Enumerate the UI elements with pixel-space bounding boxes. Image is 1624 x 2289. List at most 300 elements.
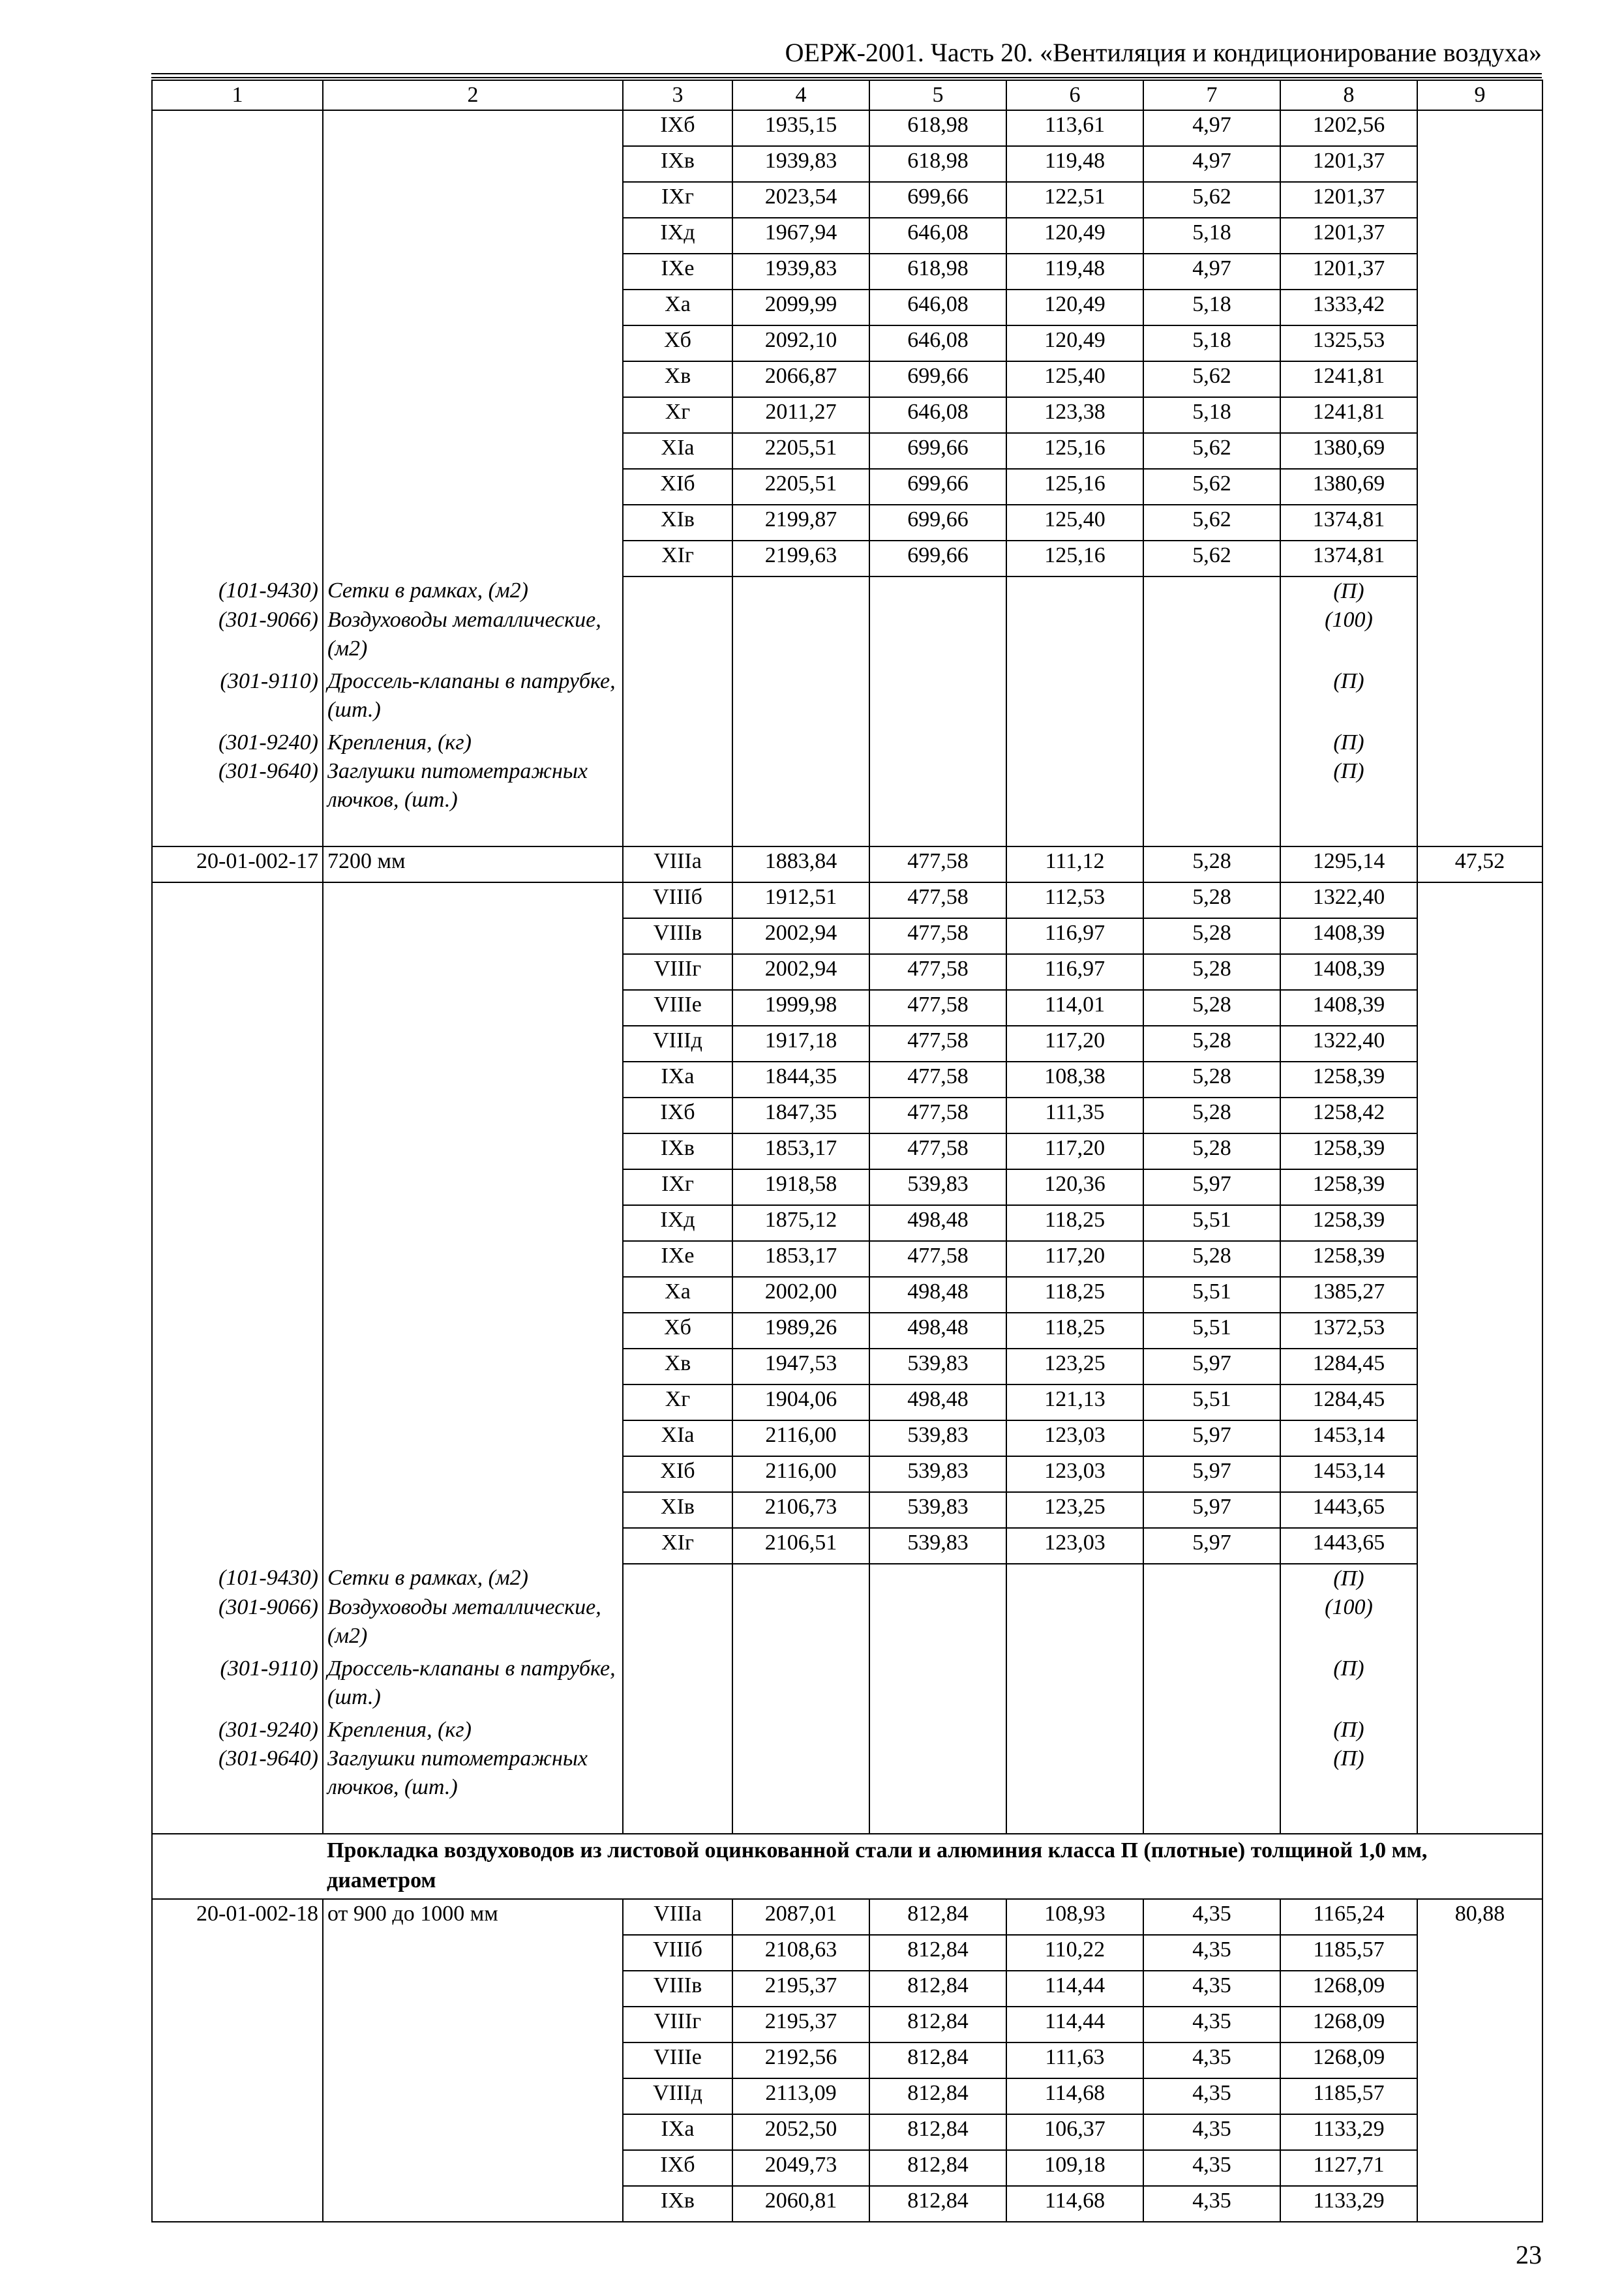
column-number: 1 (152, 80, 323, 110)
zone-cell: VIIIв (623, 918, 732, 954)
empty-cell (1006, 1593, 1143, 1654)
empty-cell (732, 1716, 869, 1744)
labor-cell (1417, 1277, 1542, 1313)
machine-cell: 114,01 (1006, 990, 1143, 1026)
machine-cell: 113,61 (1006, 110, 1143, 146)
table-row (152, 254, 1542, 290)
zone-cell: IXв (623, 146, 732, 182)
salary-cell: 539,83 (869, 1169, 1006, 1205)
labor-cell (1417, 1528, 1542, 1564)
empty-cell (1143, 576, 1280, 606)
table-row (152, 2186, 1542, 2222)
work-name (323, 1133, 623, 1169)
salary-cell: 699,66 (869, 469, 1006, 505)
zone-cell: Xа (623, 290, 732, 325)
driver-salary-cell: 4,35 (1143, 2007, 1280, 2042)
table-row (152, 2042, 1542, 2078)
rates-table (151, 80, 1543, 2222)
driver-salary-cell: 5,28 (1143, 954, 1280, 990)
work-name (323, 397, 623, 433)
resource-code: (301-9640) (152, 1744, 323, 1834)
zone-cell: IXб (623, 2150, 732, 2186)
materials-cell: 1322,40 (1280, 1026, 1417, 1062)
driver-salary-cell: 5,28 (1143, 1062, 1280, 1098)
materials-cell: 1408,39 (1280, 918, 1417, 954)
driver-salary-cell: 5,62 (1143, 469, 1280, 505)
zone-cell: IXг (623, 1169, 732, 1205)
driver-salary-cell: 5,62 (1143, 541, 1280, 576)
salary-cell: 618,98 (869, 254, 1006, 290)
resource-row (152, 1744, 1542, 1834)
zone-cell: IXд (623, 1205, 732, 1241)
machine-cell: 111,63 (1006, 2042, 1143, 2078)
resource-name: Крепления, (кг) (323, 1716, 623, 1744)
table-row (152, 1899, 1542, 1935)
machine-cell: 123,03 (1006, 1456, 1143, 1492)
salary-cell: 539,83 (869, 1456, 1006, 1492)
resource-row (152, 1654, 1542, 1716)
direct-cost-cell: 1999,98 (732, 990, 869, 1026)
labor-cell (1417, 325, 1542, 361)
labor-cell (1417, 1456, 1542, 1492)
materials-cell: 1268,09 (1280, 2007, 1417, 2042)
driver-salary-cell: 5,97 (1143, 1169, 1280, 1205)
table-row (152, 1098, 1542, 1133)
work-name (323, 2150, 623, 2186)
salary-cell: 477,58 (869, 1098, 1006, 1133)
zone-cell: IXб (623, 1098, 732, 1133)
driver-salary-cell: 5,62 (1143, 433, 1280, 469)
rate-code (152, 146, 323, 182)
zone-cell: VIIIе (623, 990, 732, 1026)
resource-row (152, 728, 1542, 757)
salary-cell: 812,84 (869, 2042, 1006, 2078)
work-name (323, 361, 623, 397)
salary-cell: 539,83 (869, 1349, 1006, 1384)
empty-cell (623, 1564, 732, 1593)
labor-cell (1417, 1133, 1542, 1169)
rate-code (152, 1492, 323, 1528)
zone-cell: VIIIа (623, 846, 732, 882)
materials-cell: 1201,37 (1280, 218, 1417, 254)
labor-cell (1417, 182, 1542, 218)
direct-cost-cell: 2002,94 (732, 918, 869, 954)
table-row (152, 505, 1542, 541)
work-name (323, 2007, 623, 2042)
rate-code (152, 397, 323, 433)
machine-cell: 123,03 (1006, 1420, 1143, 1456)
empty-cell (1006, 1716, 1143, 1744)
machine-cell: 116,97 (1006, 954, 1143, 990)
rate-code (152, 1241, 323, 1277)
driver-salary-cell: 5,62 (1143, 505, 1280, 541)
machine-cell: 118,25 (1006, 1313, 1143, 1349)
salary-cell: 646,08 (869, 218, 1006, 254)
salary-cell: 646,08 (869, 290, 1006, 325)
salary-cell: 646,08 (869, 325, 1006, 361)
direct-cost-cell: 2002,00 (732, 1277, 869, 1313)
materials-cell: 1333,42 (1280, 290, 1417, 325)
rate-code (152, 1098, 323, 1133)
direct-cost-cell: 1912,51 (732, 882, 869, 918)
resource-row (152, 1593, 1542, 1654)
salary-cell: 539,83 (869, 1492, 1006, 1528)
work-name (323, 1026, 623, 1062)
table-row (152, 918, 1542, 954)
rate-code (152, 541, 323, 576)
empty-cell (869, 1564, 1006, 1593)
machine-cell: 121,13 (1006, 1384, 1143, 1420)
labor-cell (1417, 2114, 1542, 2150)
table-row (152, 1241, 1542, 1277)
materials-cell: 1202,56 (1280, 110, 1417, 146)
salary-cell: 699,66 (869, 541, 1006, 576)
empty-cell (1417, 1654, 1542, 1716)
empty-cell (623, 757, 732, 846)
salary-cell: 477,58 (869, 1133, 1006, 1169)
empty-cell (1417, 1744, 1542, 1834)
labor-cell (1417, 505, 1542, 541)
rate-code (152, 954, 323, 990)
zone-cell: IXа (623, 1062, 732, 1098)
labor-cell: 80,88 (1417, 1899, 1542, 1935)
labor-cell (1417, 1098, 1542, 1133)
direct-cost-cell: 2066,87 (732, 361, 869, 397)
labor-cell (1417, 146, 1542, 182)
labor-cell (1417, 1971, 1542, 2007)
work-name (323, 182, 623, 218)
labor-cell (1417, 2150, 1542, 2186)
work-name (323, 918, 623, 954)
direct-cost-cell: 1853,17 (732, 1133, 869, 1169)
driver-salary-cell: 5,51 (1143, 1384, 1280, 1420)
labor-cell (1417, 1384, 1542, 1420)
materials-cell: 1241,81 (1280, 397, 1417, 433)
salary-cell: 477,58 (869, 1026, 1006, 1062)
rate-code (152, 1971, 323, 2007)
work-name (323, 1492, 623, 1528)
work-name (323, 1456, 623, 1492)
driver-salary-cell: 4,35 (1143, 1935, 1280, 1971)
machine-cell: 119,48 (1006, 146, 1143, 182)
rate-code (152, 2042, 323, 2078)
driver-salary-cell: 4,97 (1143, 254, 1280, 290)
machine-cell: 111,35 (1006, 1098, 1143, 1133)
salary-cell: 812,84 (869, 1971, 1006, 2007)
machine-cell: 118,25 (1006, 1277, 1143, 1313)
resource-name: Дроссель-клапаны в патрубке, (шт.) (323, 667, 623, 728)
empty-cell (1417, 667, 1542, 728)
empty-cell (623, 1654, 732, 1716)
column-number: 4 (732, 80, 869, 110)
table-row (152, 846, 1542, 882)
table-row (152, 1349, 1542, 1384)
work-name (323, 433, 623, 469)
materials-cell: 1258,39 (1280, 1205, 1417, 1241)
table-row (152, 1133, 1542, 1169)
zone-cell: Xг (623, 397, 732, 433)
empty-cell (1417, 728, 1542, 757)
table-row (152, 146, 1542, 182)
empty-cell (732, 667, 869, 728)
work-name (323, 1935, 623, 1971)
work-name (323, 1062, 623, 1098)
work-name (323, 882, 623, 918)
resource-name: Воздуховоды металлические, (м2) (323, 1593, 623, 1654)
labor-cell (1417, 2042, 1542, 2078)
zone-cell: IXв (623, 2186, 732, 2222)
zone-cell: XIг (623, 1528, 732, 1564)
work-name (323, 146, 623, 182)
machine-cell: 112,53 (1006, 882, 1143, 918)
materials-cell: 1258,42 (1280, 1098, 1417, 1133)
driver-salary-cell: 5,97 (1143, 1349, 1280, 1384)
direct-cost-cell: 2011,27 (732, 397, 869, 433)
section-title-row (152, 1834, 1542, 1899)
rate-code: 20-01-002-17 (152, 846, 323, 882)
direct-cost-cell: 1847,35 (732, 1098, 869, 1133)
empty-cell (1006, 757, 1143, 846)
salary-cell: 812,84 (869, 2150, 1006, 2186)
work-name (323, 290, 623, 325)
rate-code (152, 1935, 323, 1971)
table-row (152, 1935, 1542, 1971)
rate-code (152, 110, 323, 146)
empty-cell (869, 1716, 1006, 1744)
machine-cell: 120,49 (1006, 290, 1143, 325)
zone-cell: IXа (623, 2114, 732, 2150)
zone-cell: VIIIа (623, 1899, 732, 1935)
rate-code (152, 1456, 323, 1492)
labor-cell: 47,52 (1417, 846, 1542, 882)
column-number: 6 (1006, 80, 1143, 110)
direct-cost-cell: 1967,94 (732, 218, 869, 254)
driver-salary-cell: 5,18 (1143, 290, 1280, 325)
salary-cell: 477,58 (869, 1241, 1006, 1277)
empty-cell (623, 1716, 732, 1744)
machine-cell: 119,48 (1006, 254, 1143, 290)
direct-cost-cell: 1844,35 (732, 1062, 869, 1098)
empty-cell (1143, 757, 1280, 846)
table-row (152, 361, 1542, 397)
rate-code (152, 1133, 323, 1169)
table-row (152, 2078, 1542, 2114)
direct-cost-cell: 1939,83 (732, 254, 869, 290)
driver-salary-cell: 5,51 (1143, 1277, 1280, 1313)
table-row (152, 1026, 1542, 1062)
zone-cell: IXе (623, 1241, 732, 1277)
materials-cell: 1380,69 (1280, 469, 1417, 505)
rate-code (152, 990, 323, 1026)
direct-cost-cell: 1935,15 (732, 110, 869, 146)
resource-quantity: (100) (1280, 606, 1417, 667)
empty-cell (1143, 1716, 1280, 1744)
column-number: 7 (1143, 80, 1280, 110)
empty-cell (869, 667, 1006, 728)
empty-cell (152, 1834, 323, 1899)
salary-cell: 699,66 (869, 182, 1006, 218)
driver-salary-cell: 5,97 (1143, 1528, 1280, 1564)
zone-cell: IXе (623, 254, 732, 290)
direct-cost-cell: 2199,63 (732, 541, 869, 576)
salary-cell: 477,58 (869, 882, 1006, 918)
direct-cost-cell: 2060,81 (732, 2186, 869, 2222)
table-row (152, 290, 1542, 325)
resource-name: Крепления, (кг) (323, 728, 623, 757)
salary-cell: 812,84 (869, 2007, 1006, 2042)
labor-cell (1417, 1026, 1542, 1062)
machine-cell: 117,20 (1006, 1133, 1143, 1169)
driver-salary-cell: 5,28 (1143, 846, 1280, 882)
labor-cell (1417, 1420, 1542, 1456)
direct-cost-cell: 2092,10 (732, 325, 869, 361)
labor-cell (1417, 397, 1542, 433)
machine-cell: 110,22 (1006, 1935, 1143, 1971)
salary-cell: 477,58 (869, 846, 1006, 882)
resource-row (152, 1564, 1542, 1593)
resource-name: Сетки в рамках, (м2) (323, 576, 623, 606)
work-name (323, 1277, 623, 1313)
table-row (152, 990, 1542, 1026)
salary-cell: 498,48 (869, 1205, 1006, 1241)
salary-cell: 498,48 (869, 1384, 1006, 1420)
column-number: 8 (1280, 80, 1417, 110)
table-row (152, 2150, 1542, 2186)
labor-cell (1417, 290, 1542, 325)
machine-cell: 114,44 (1006, 1971, 1143, 2007)
materials-cell: 1284,45 (1280, 1384, 1417, 1420)
zone-cell: Xв (623, 361, 732, 397)
machine-cell: 125,40 (1006, 361, 1143, 397)
direct-cost-cell: 2023,54 (732, 182, 869, 218)
empty-cell (732, 1654, 869, 1716)
machine-cell: 125,16 (1006, 541, 1143, 576)
salary-cell: 812,84 (869, 2078, 1006, 2114)
materials-cell: 1185,57 (1280, 1935, 1417, 1971)
direct-cost-cell: 1947,53 (732, 1349, 869, 1384)
labor-cell (1417, 433, 1542, 469)
column-number: 2 (323, 80, 623, 110)
rate-code (152, 325, 323, 361)
empty-cell (623, 1593, 732, 1654)
empty-cell (1417, 606, 1542, 667)
materials-cell: 1374,81 (1280, 541, 1417, 576)
labor-cell (1417, 1349, 1542, 1384)
driver-salary-cell: 4,35 (1143, 1899, 1280, 1935)
zone-cell: IXб (623, 110, 732, 146)
work-name (323, 505, 623, 541)
zone-cell: XIа (623, 1420, 732, 1456)
zone-cell: VIIIб (623, 882, 732, 918)
driver-salary-cell: 4,97 (1143, 146, 1280, 182)
resource-quantity: (100) (1280, 1593, 1417, 1654)
rate-code (152, 1062, 323, 1098)
rate-code (152, 918, 323, 954)
zone-cell: VIIIд (623, 1026, 732, 1062)
machine-cell: 114,68 (1006, 2078, 1143, 2114)
materials-cell: 1201,37 (1280, 146, 1417, 182)
machine-cell: 114,44 (1006, 2007, 1143, 2042)
salary-cell: 477,58 (869, 918, 1006, 954)
driver-salary-cell: 4,97 (1143, 110, 1280, 146)
column-number: 3 (623, 80, 732, 110)
machine-cell: 109,18 (1006, 2150, 1143, 2186)
labor-cell (1417, 541, 1542, 576)
labor-cell (1417, 2007, 1542, 2042)
rate-code (152, 1420, 323, 1456)
rate-code (152, 2186, 323, 2222)
driver-salary-cell: 5,28 (1143, 1026, 1280, 1062)
driver-salary-cell: 5,97 (1143, 1420, 1280, 1456)
materials-cell: 1258,39 (1280, 1133, 1417, 1169)
rate-code (152, 1384, 323, 1420)
zone-cell: VIIIг (623, 2007, 732, 2042)
zone-cell: IXг (623, 182, 732, 218)
empty-cell (1143, 1744, 1280, 1834)
zone-cell: XIб (623, 1456, 732, 1492)
driver-salary-cell: 5,28 (1143, 1098, 1280, 1133)
salary-cell: 812,84 (869, 2114, 1006, 2150)
zone-cell: VIIIб (623, 1935, 732, 1971)
machine-cell: 125,40 (1006, 505, 1143, 541)
empty-cell (732, 1744, 869, 1834)
empty-cell (1417, 1716, 1542, 1744)
materials-cell: 1322,40 (1280, 882, 1417, 918)
direct-cost-cell: 1853,17 (732, 1241, 869, 1277)
work-name (323, 254, 623, 290)
rate-code (152, 2007, 323, 2042)
materials-cell: 1284,45 (1280, 1349, 1417, 1384)
rate-code (152, 882, 323, 918)
running-header: ОЕРЖ-2001. Часть 20. «Вентиляция и кондиционирование воздуха» (785, 38, 1542, 67)
labor-cell (1417, 2078, 1542, 2114)
rate-code (152, 1528, 323, 1564)
resource-row (152, 576, 1542, 606)
labor-cell (1417, 110, 1542, 146)
direct-cost-cell: 1904,06 (732, 1384, 869, 1420)
table-row (152, 1971, 1542, 2007)
materials-cell: 1133,29 (1280, 2114, 1417, 2150)
machine-cell: 123,25 (1006, 1492, 1143, 1528)
empty-cell (1143, 1593, 1280, 1654)
work-name (323, 1971, 623, 2007)
materials-cell: 1325,53 (1280, 325, 1417, 361)
empty-cell (869, 1654, 1006, 1716)
zone-cell: VIIIд (623, 2078, 732, 2114)
work-name: 7200 мм (323, 846, 623, 882)
work-name (323, 1241, 623, 1277)
header-rule (151, 73, 1542, 78)
resource-row (152, 757, 1542, 846)
rate-code: 20-01-002-18 (152, 1899, 323, 1935)
resource-code: (301-9110) (152, 667, 323, 728)
driver-salary-cell: 5,18 (1143, 325, 1280, 361)
rate-code (152, 182, 323, 218)
empty-cell (869, 757, 1006, 846)
rate-code (152, 1313, 323, 1349)
direct-cost-cell: 2116,00 (732, 1420, 869, 1456)
machine-cell: 120,49 (1006, 325, 1143, 361)
labor-cell (1417, 1062, 1542, 1098)
empty-cell (869, 606, 1006, 667)
driver-salary-cell: 5,18 (1143, 397, 1280, 433)
work-name (323, 325, 623, 361)
driver-salary-cell: 5,97 (1143, 1492, 1280, 1528)
resource-name: Воздуховоды металлические, (м2) (323, 606, 623, 667)
zone-cell: XIг (623, 541, 732, 576)
empty-cell (732, 1593, 869, 1654)
machine-cell: 120,36 (1006, 1169, 1143, 1205)
